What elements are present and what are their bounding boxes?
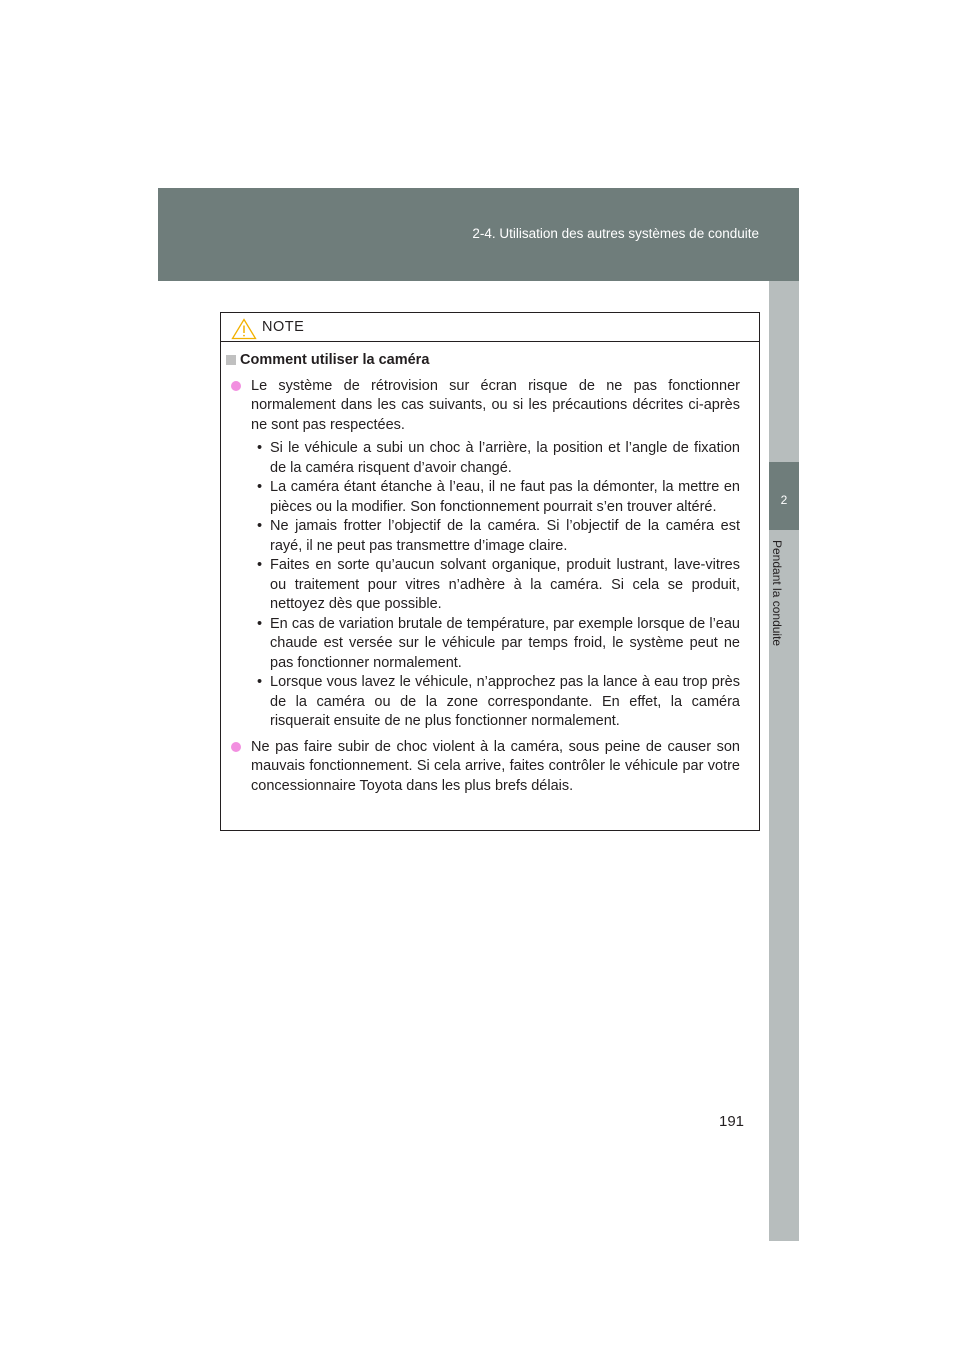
note-condition-list <box>225 439 740 732</box>
list-item-text: La caméra étant étanche à l’eau, il ne faut pas la démonter, la mettre en pièces ou la modifier. Son fonctionnement pourrait s’en trouver altéré. <box>270 479 740 515</box>
note-section-title-text: Comment utiliser la caméra <box>240 352 430 368</box>
bullet-icon: • <box>257 674 263 690</box>
list-item <box>251 478 740 517</box>
note-intro-text: Le système de rétrovision sur écran risque de ne pas fonctionner normalement dans les cas suivants, ou si les précautions décrites ci-après ne sont pas respectées. <box>251 377 740 433</box>
bullet-icon: • <box>257 518 263 534</box>
note-header <box>221 313 759 342</box>
note-label: NOTE <box>262 319 305 335</box>
list-item-text: Ne jamais frotter l’objectif de la caméra. Si l’objectif de la caméra est rayé, il ne peut pas transmettre d’image claire. <box>270 518 740 554</box>
circle-bullet-icon <box>231 381 241 391</box>
section-header-band <box>158 188 799 281</box>
bullet-icon: • <box>257 557 263 573</box>
list-item <box>251 439 740 478</box>
note-section-title <box>225 351 740 371</box>
chapter-number: 2 <box>780 493 788 507</box>
bullet-icon: • <box>257 440 263 456</box>
chapter-tab <box>769 462 799 530</box>
list-item-text: Faites en sorte qu’aucun solvant organique, produit lustrant, lave-vitres ou traitement pour vitres n’adhère à la caméra. Si cela se produit, nettoyez dès que possible. <box>270 557 740 612</box>
list-item-text: En cas de variation brutale de température, par exemple lorsque de l’eau chaude est versée sur le véhicule par temps froid, le système peut ne pas fonctionner normalement. <box>270 615 740 671</box>
list-item <box>251 615 740 674</box>
warning-triangle-icon <box>231 318 257 340</box>
list-item <box>251 517 740 556</box>
page-number: 191 <box>719 1113 745 1130</box>
list-item-text: Si le véhicule a subi un choc à l’arrière, la position et l’angle de fixation de la caméra risquent d’avoir changé. <box>270 440 740 476</box>
list-item <box>251 556 740 615</box>
note-intro-paragraph <box>225 377 740 436</box>
note-body <box>221 342 759 796</box>
side-tab-strip <box>769 281 799 1241</box>
bullet-icon: • <box>257 479 263 495</box>
circle-bullet-icon <box>231 742 241 752</box>
note-closing-text: Ne pas faire subir de choc violent à la caméra, sous peine de causer son mauvais fonctionnement. Si cela arrive, faites contrôler le véhicule par votre concessionnaire Toyota dans les plus brefs délais. <box>251 738 740 794</box>
bullet-icon: • <box>257 615 263 632</box>
note-box <box>220 312 760 831</box>
note-closing-paragraph <box>225 738 740 797</box>
square-bullet-icon <box>226 355 236 365</box>
chapter-label: Pendant la conduite <box>770 540 784 647</box>
list-item <box>251 673 740 732</box>
section-title: 2-4. Utilisation des autres systèmes de conduite <box>472 226 759 241</box>
list-item-text: Lorsque vous lavez le véhicule, n’approchez pas la lance à eau trop près de la caméra ou de la zone correspondante. En effet, la caméra risquerait ensuite de ne plus fonctionner normalement. <box>270 674 740 729</box>
